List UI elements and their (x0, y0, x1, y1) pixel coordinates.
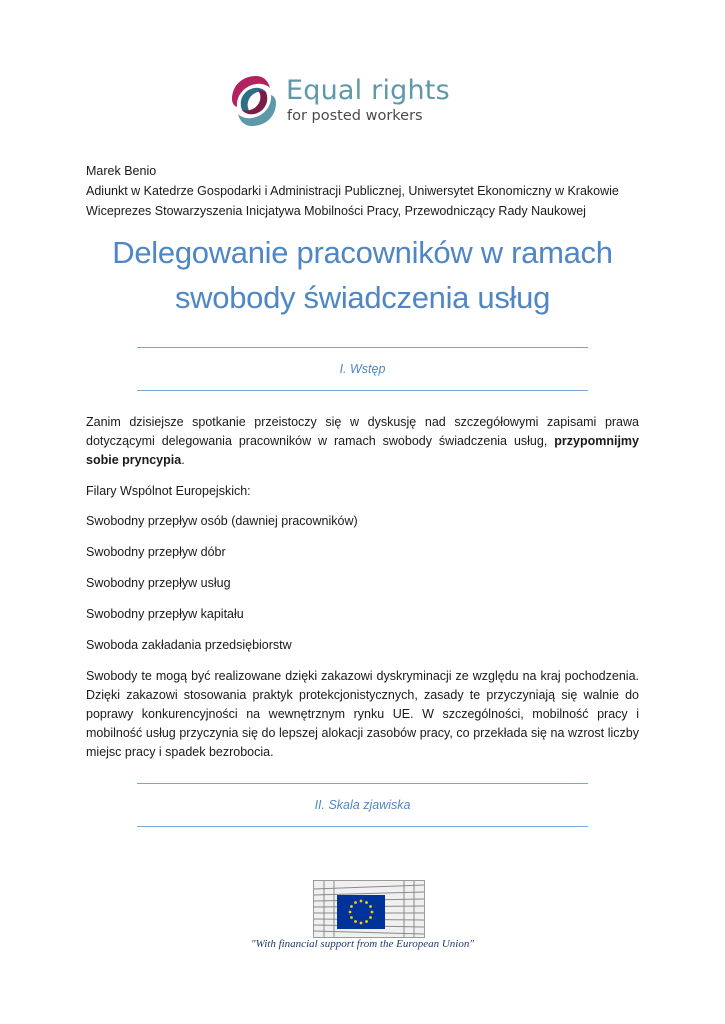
eu-caption: "With financial support from the European Union" (251, 938, 474, 950)
intro-bold: przypomnijmy sobie pryncypia (86, 434, 639, 467)
logo-subtitle: for posted workers (287, 108, 423, 124)
eu-star-icon (354, 920, 357, 923)
eu-star-icon (360, 922, 363, 925)
pillar-item: Swobodny przepływ dóbr (86, 545, 226, 559)
intro-end: . (181, 453, 185, 467)
eu-star-icon (350, 916, 353, 919)
equal-rights-logo (226, 72, 456, 130)
section-rule-bottom (137, 826, 588, 827)
eu-flag-icon (314, 881, 424, 937)
logo-mark-icon (226, 72, 282, 130)
section-label: I. Wstęp (339, 362, 386, 376)
section-header-scale (137, 783, 588, 827)
document-title (86, 230, 639, 320)
eu-star-icon (365, 901, 368, 904)
section-header-intro (137, 347, 588, 391)
eu-star-icon (350, 905, 353, 908)
pillar-item: Swobodny przepływ osób (dawniej pracowników) (86, 514, 358, 528)
eu-star-icon (369, 916, 372, 919)
title-line-1: Delegowanie pracowników w ramach (112, 235, 613, 270)
pillar-item: Swobodny przepływ kapitału (86, 607, 244, 621)
title-line-2: swobody świadczenia usług (174, 280, 551, 315)
eu-star-icon (349, 911, 352, 914)
section-rule-bottom (137, 390, 588, 391)
author-name: Marek Benio (86, 164, 157, 178)
eu-star-icon (354, 901, 357, 904)
section-label: II. Skala zjawiska (314, 798, 411, 812)
author-block (86, 161, 646, 221)
eu-star-icon (360, 900, 363, 903)
logo-title: Equal rights (286, 75, 450, 106)
eu-star-icon (369, 905, 372, 908)
author-role: Wiceprezes Stowarzyszenia Inicjatywa Mobilności Pracy, Przewodniczący Rady Naukowej (86, 204, 586, 218)
closing-paragraph (86, 667, 639, 762)
intro-paragraph (86, 413, 639, 470)
eu-building-image (313, 880, 425, 938)
closing-text: Swobody te mogą być realizowane dzięki zakazowi dyskryminacji ze względu na kraj pochodzenia. Dzięki zakazowi stosowania praktyk protekcjonistycznych, zasady te przyczyniają się walnie do poprawy konkurencyjności na wewnętrznym rynku UE. W szczególności, mobilność pracy i mobilność usług przyczynia się do lepszej alokacji zasobów pracy, co przekłada się na wzrost liczby miejsc pracy i spadek bezrobocia. (86, 669, 639, 759)
eu-star-icon (371, 911, 374, 914)
pillars-heading: Filary Wspólnot Europejskich: (86, 484, 251, 498)
eu-star-icon (365, 920, 368, 923)
intro-text: Zanim dzisiejsze spotkanie przeistoczy się w dyskusję nad szczegółowymi zapisami prawa dotyczącymi delegowania pracowników w ramach swobody świadczenia usług, (86, 415, 639, 448)
pillar-item: Swobodny przepływ usług (86, 576, 231, 590)
pillar-item: Swoboda zakładania przedsiębiorstw (86, 638, 292, 652)
author-affiliation: Adiunkt w Katedrze Gospodarki i Administracji Publicznej, Uniwersytet Ekonomiczny w Krakowie (86, 184, 619, 198)
